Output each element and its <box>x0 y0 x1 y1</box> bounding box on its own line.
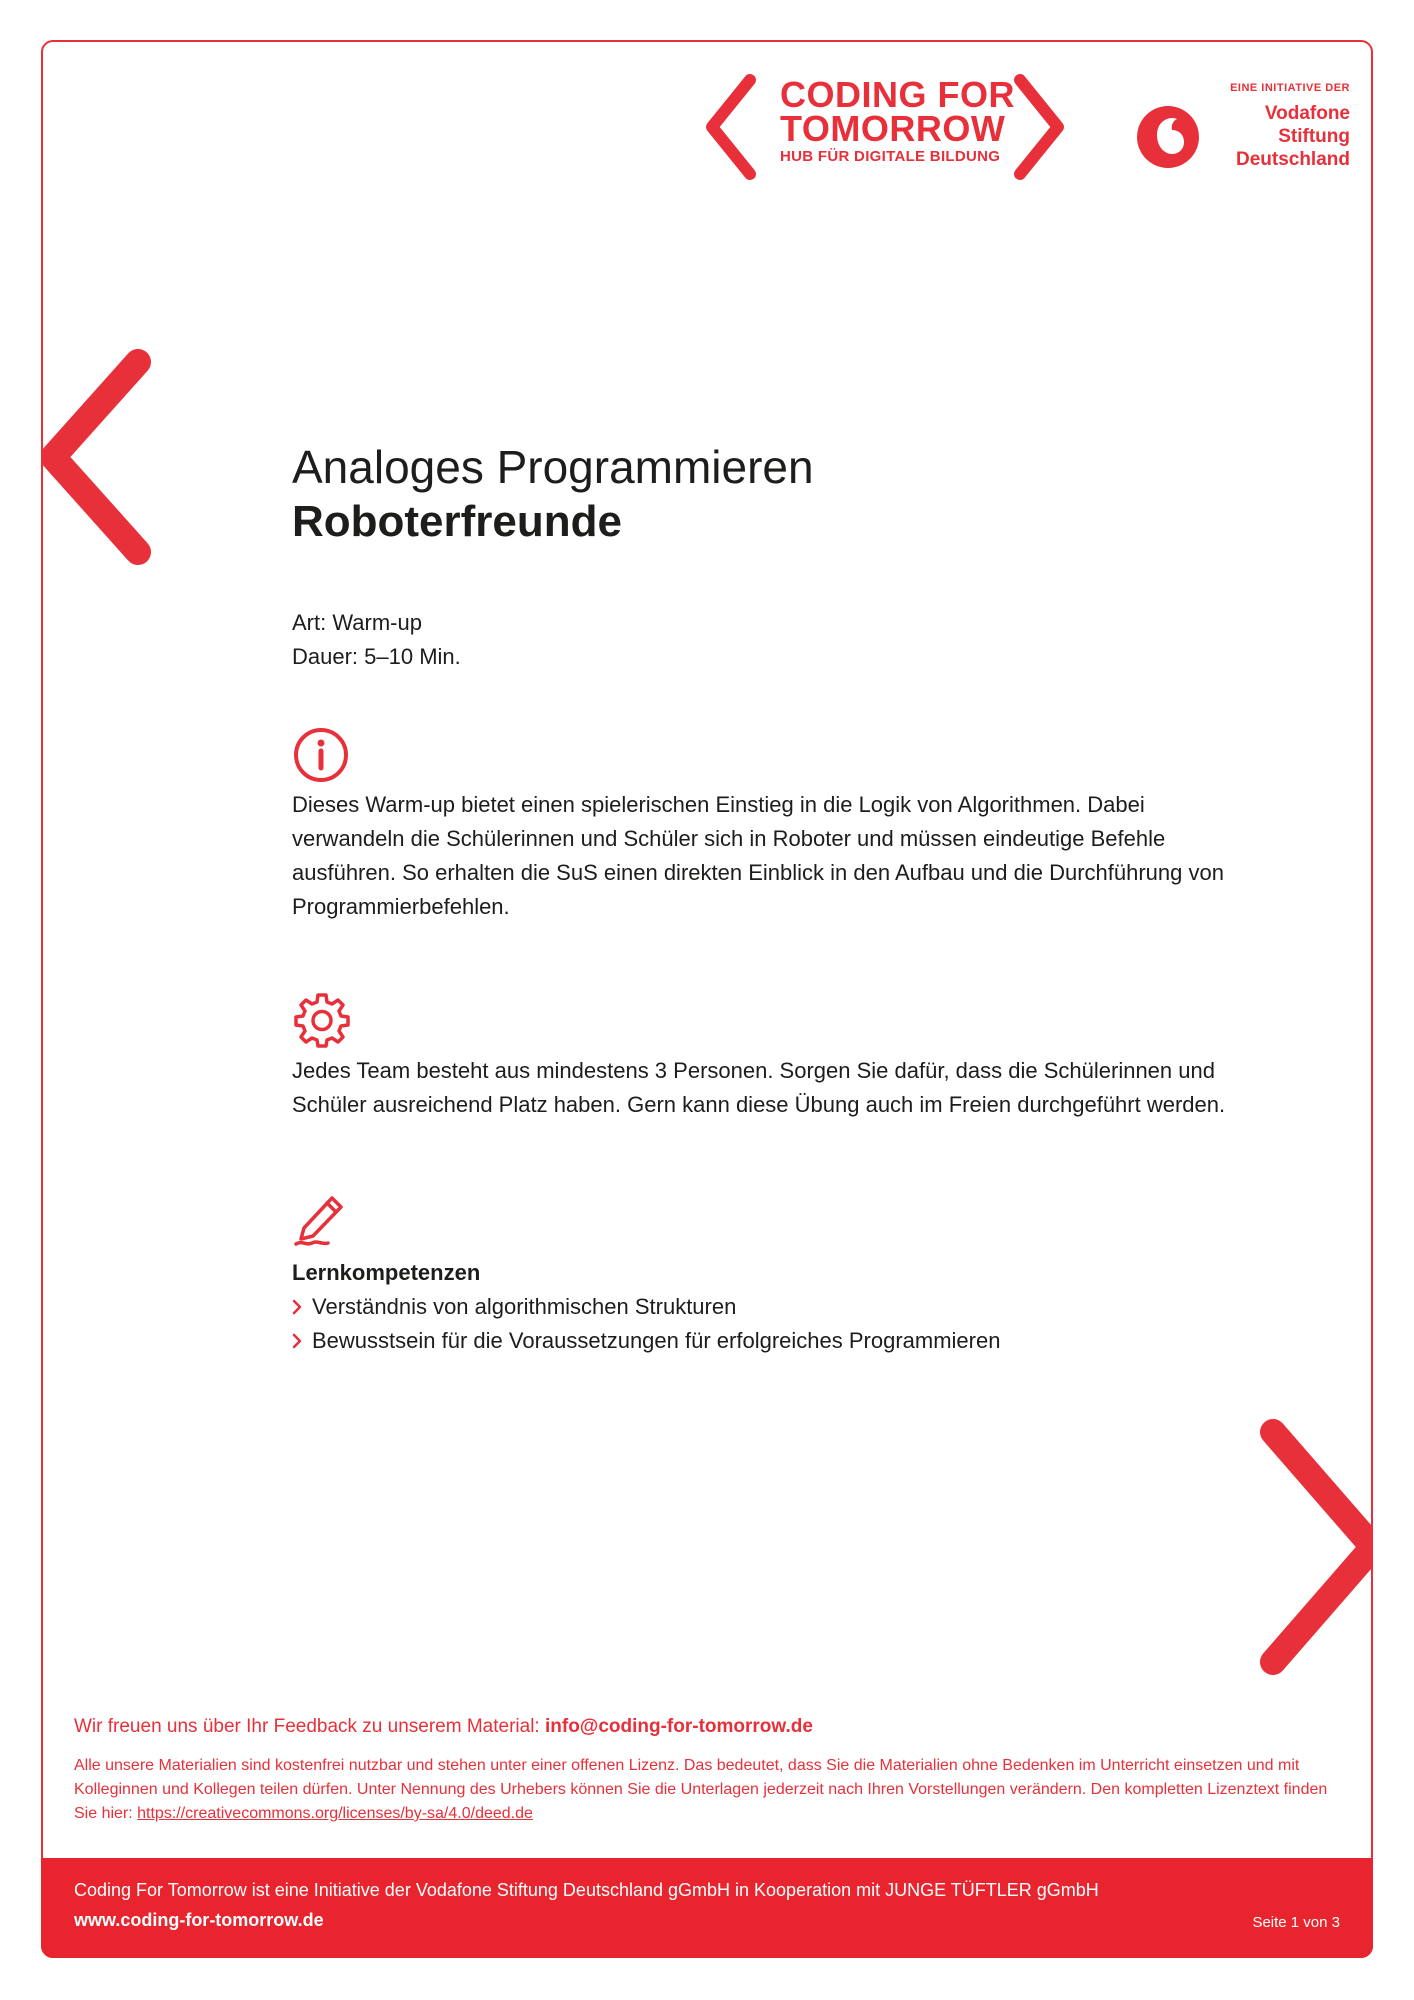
feedback-text: Wir freuen uns über Ihr Feedback zu unserem Material: <box>74 1716 545 1737</box>
list-item-text: Verständnis von algorithmischen Strukturen <box>312 1294 737 1319</box>
license-body: Alle unsere Materialien sind kostenfrei nutzbar und stehen unter einer offenen Lizenz. Das bedeutet, dass Sie die Materialien ohne Bedenken im Unterricht einsetzen und mit Kolleginnen und Kollegen teilen dürfen. Unter Nennung des Urhebers können Sie die Unterlagen jederzeit nach Ihren Vorstellungen verändern. Den kompletten Lizenztext finden Sie hier: <box>74 1757 1328 1822</box>
vodafone-name-line-1: Vodafone <box>1264 103 1350 124</box>
logo-right-bracket-icon <box>1010 72 1070 182</box>
activity-meta <box>292 606 1242 674</box>
vodafone-speechmark-icon <box>1135 104 1201 170</box>
license-link[interactable]: https://creativecommons.org/licenses/by-sa/4.0/deed.de <box>137 1805 533 1822</box>
logo-line-3: HUB FÜR DIGITALE BILDUNG <box>780 148 1001 165</box>
chevron-right-icon <box>292 1299 302 1315</box>
feedback-line <box>74 1716 813 1738</box>
activity-duration: Dauer: 5–10 Min. <box>292 644 461 669</box>
chevron-left-decoration-icon <box>41 342 173 592</box>
info-paragraph: Dieses Warm-up bietet einen spielerischen Einstieg in die Logik von Algorithmen. Dabei verwandeln die Schülerinnen und Schüler sich in Roboter und müssen eindeutige Befehle ausführen. So erhalten die SuS einen direkten Einblick in den Aufbau und die Durchführung von Programmierbefehlen. <box>292 792 1224 919</box>
setup-paragraph: Jedes Team besteht aus mindestens 3 Personen. Sorgen Sie dafür, dass die Schülerinnen und Schüler ausreichend Platz haben. Gern kann diese Übung auch im Freien durchgeführt werden. <box>292 1058 1226 1117</box>
footer-initiative-text: Coding For Tomorrow ist eine Initiative der Vodafone Stiftung Deutschland gGmbH in Kooperation mit JUNGE TÜFTLER gGmbH <box>74 1880 1099 1900</box>
page-subtitle: Roboterfreunde <box>292 497 622 546</box>
page-title: Analoges Programmieren <box>292 441 814 493</box>
list-item <box>292 1290 1242 1324</box>
footer-bar <box>41 1858 1373 1958</box>
list-item <box>292 1324 1242 1358</box>
logo-left-bracket-icon <box>700 72 760 182</box>
license-text <box>74 1754 1344 1826</box>
lernkompetenzen-list <box>292 1290 1242 1358</box>
vodafone-stiftung-name <box>1236 102 1350 171</box>
footer-url[interactable]: www.coding-for-tomorrow.de <box>74 1910 324 1930</box>
vodafone-stiftung-logo <box>1130 82 1350 182</box>
logo-line-2: TOMORROW <box>780 108 1006 149</box>
pencil-icon <box>292 1188 352 1248</box>
coding-for-tomorrow-logo <box>700 72 1080 182</box>
chevron-right-icon <box>292 1333 302 1349</box>
lernkompetenzen-title: Lernkompetenzen <box>292 1260 481 1285</box>
gear-icon <box>292 990 352 1050</box>
vodafone-name-line-3: Deutschland <box>1235 149 1350 170</box>
feedback-email[interactable]: info@coding-for-tomorrow.de <box>544 1716 813 1737</box>
logo-line-1: CODING FOR <box>780 74 1015 115</box>
main-content <box>292 440 1242 1358</box>
info-icon <box>292 726 350 784</box>
vodafone-initiative-label: EINE INITIATIVE DER <box>1230 82 1350 94</box>
chevron-right-decoration-icon <box>1243 1412 1373 1692</box>
vodafone-name-line-2: Stiftung <box>1278 126 1350 147</box>
activity-type: Art: Warm-up <box>292 610 422 635</box>
page-number: Seite 1 von 3 <box>1252 1914 1340 1931</box>
list-item-text: Bewusstsein für die Voraussetzungen für erfolgreiches Programmieren <box>312 1328 1001 1353</box>
